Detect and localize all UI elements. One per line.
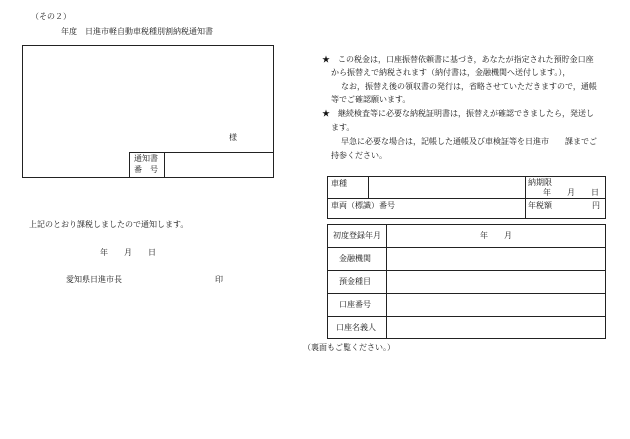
due-date-label: 納期限 xyxy=(528,178,552,187)
notice-line: 早急に必要な場合は，記帳した通帳及び車検証等を日進市 課までご xyxy=(341,137,597,146)
vehicle-type-label: 車種 xyxy=(331,179,347,188)
bank-label: 金融機関 xyxy=(339,254,371,263)
notice-line: なお，振替え後の領収書の発行は，省略させていただきますので，通帳 xyxy=(341,82,597,91)
seal-mark: 印 xyxy=(215,275,223,284)
first-registration-label: 初度登録年月 xyxy=(333,231,381,240)
plate-number-label: 車両（標識）番号 xyxy=(331,201,395,210)
tax-unit: 円 xyxy=(592,201,600,210)
due-date-value: 年 月 日 xyxy=(543,188,599,197)
notice-line: 持参ください。 xyxy=(331,151,387,160)
notice-number-label-1: 通知書 xyxy=(134,154,158,163)
notice-number-label-2: 番 号 xyxy=(134,165,158,174)
series-label: （その２） xyxy=(31,12,71,21)
issue-date: 年 月 日 xyxy=(100,248,156,257)
issuer-name: 愛知県日進市長 xyxy=(66,275,122,284)
reverse-side-note: （裏面もご覧ください。） xyxy=(303,343,395,352)
notice-line: ます。 xyxy=(331,123,355,132)
notice-line: 等でご確認願います。 xyxy=(331,95,411,104)
notification-message: 上記のとおり課税しましたので通知します。 xyxy=(29,220,189,229)
notice-line: ★ この税金は，口座振替依頼書に基づき，あなたが指定された預貯金口座 xyxy=(322,55,594,64)
tax-amount-label: 年税額 xyxy=(528,201,552,210)
first-registration-value: 年 月 xyxy=(480,231,512,240)
honorific: 様 xyxy=(229,133,237,142)
account-number-label: 口座番号 xyxy=(339,300,371,309)
document-title: 年度 日進市軽自動車税種別割納税通知書 xyxy=(61,27,213,36)
notice-line: ★ 継続検査等に必要な納税証明書は，振替えが確認できましたら，発送し xyxy=(322,109,594,118)
notice-line: から振替えで納税されます（納付書は，金融機関へ送付します。）， xyxy=(331,68,571,77)
account-holder-label: 口座名義人 xyxy=(336,323,376,332)
deposit-type-label: 預金種目 xyxy=(339,277,371,286)
